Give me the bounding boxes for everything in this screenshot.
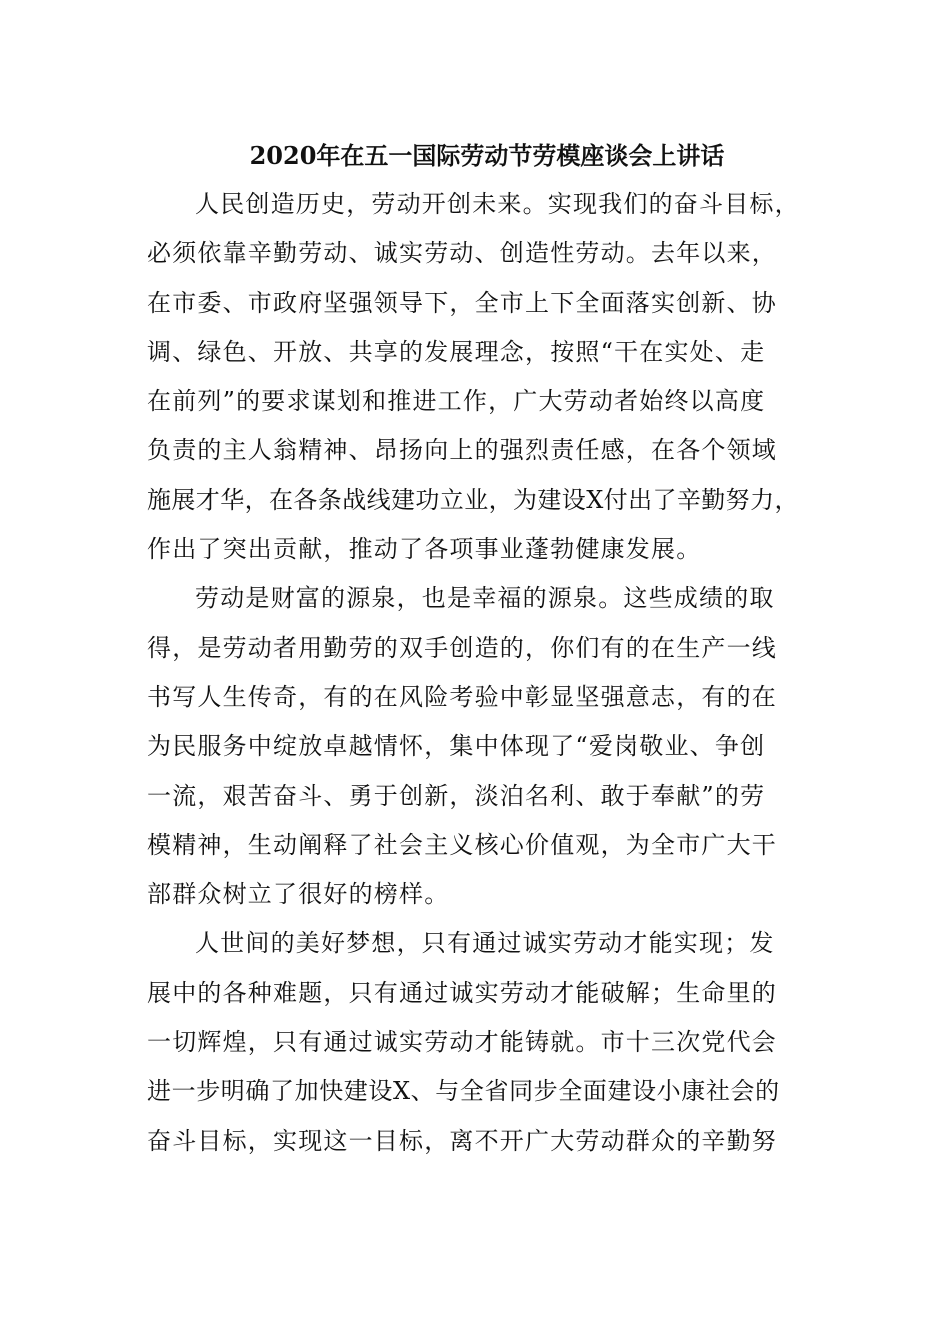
paragraph-line: 人世间的美好梦想，只有通过诚实劳动才能实现；发 [195, 929, 775, 958]
paragraph-3 [147, 919, 827, 1165]
paragraph-line: 得，是劳动者用勤劳的双手创造的，你们有的在生产一线 [147, 633, 777, 662]
paragraph-line: 书写人生传奇，有的在风险考验中彰显坚强意志，有的在 [147, 682, 777, 711]
paragraph-line: 调、绿色、开放、共享的发展理念，按照“干在实处、走 [147, 337, 766, 366]
paragraph-1 [147, 180, 827, 574]
paragraph-line: 必须依靠辛勤劳动、诚实劳动、创造性劳动。去年以来， [147, 239, 777, 268]
document-title: 2020年在五一国际劳动节劳模座谈会上讲话 [249, 141, 725, 170]
paragraph-line: 奋斗目标，实现这一目标，离不开广大劳动群众的辛勤努 [147, 1126, 777, 1155]
paragraph-2 [147, 574, 827, 919]
paragraph-line: 人民创造历史，劳动开创未来。实现我们的奋斗目标， [195, 190, 800, 218]
paragraph-line: 模精神，生动阐释了社会主义核心价值观，为全市广大干 [147, 830, 777, 859]
paragraph-line: 施展才华，在各条战线建功立业，为建设X付出了辛勤努力， [147, 485, 799, 514]
paragraph-line: 进一步明确了加快建设X、与全省同步全面建设小康社会的 [147, 1077, 780, 1106]
paragraph-line: 负责的主人翁精神、昂扬向上的强烈责任感，在各个领域 [147, 436, 777, 465]
paragraph-line: 为民服务中绽放卓越情怀，集中体现了“爱岗敬业、争创 [147, 732, 766, 761]
paragraph-line: 在市委、市政府坚强领导下，全市上下全面落实创新、协 [147, 288, 777, 317]
paragraph-line: 劳动是财富的源泉，也是幸福的源泉。这些成绩的取 [195, 584, 775, 613]
paragraph-line: 在前列”的要求谋划和推进工作，广大劳动者始终以高度 [147, 387, 766, 416]
paragraph-line: 作出了突出贡献，推动了各项事业蓬勃健康发展。 [147, 535, 702, 564]
paragraph-line: 部群众树立了很好的榜样。 [147, 880, 450, 909]
paragraph-line: 展中的各种难题，只有通过诚实劳动才能破解；生命里的 [147, 978, 777, 1007]
paragraph-line: 一切辉煌，只有通过诚实劳动才能铸就。市十三次党代会 [147, 1028, 777, 1057]
paragraph-line: 一流，艰苦奋斗、勇于创新，淡泊名利、敢于奉献”的劳 [147, 781, 766, 810]
document-body [147, 180, 827, 1166]
